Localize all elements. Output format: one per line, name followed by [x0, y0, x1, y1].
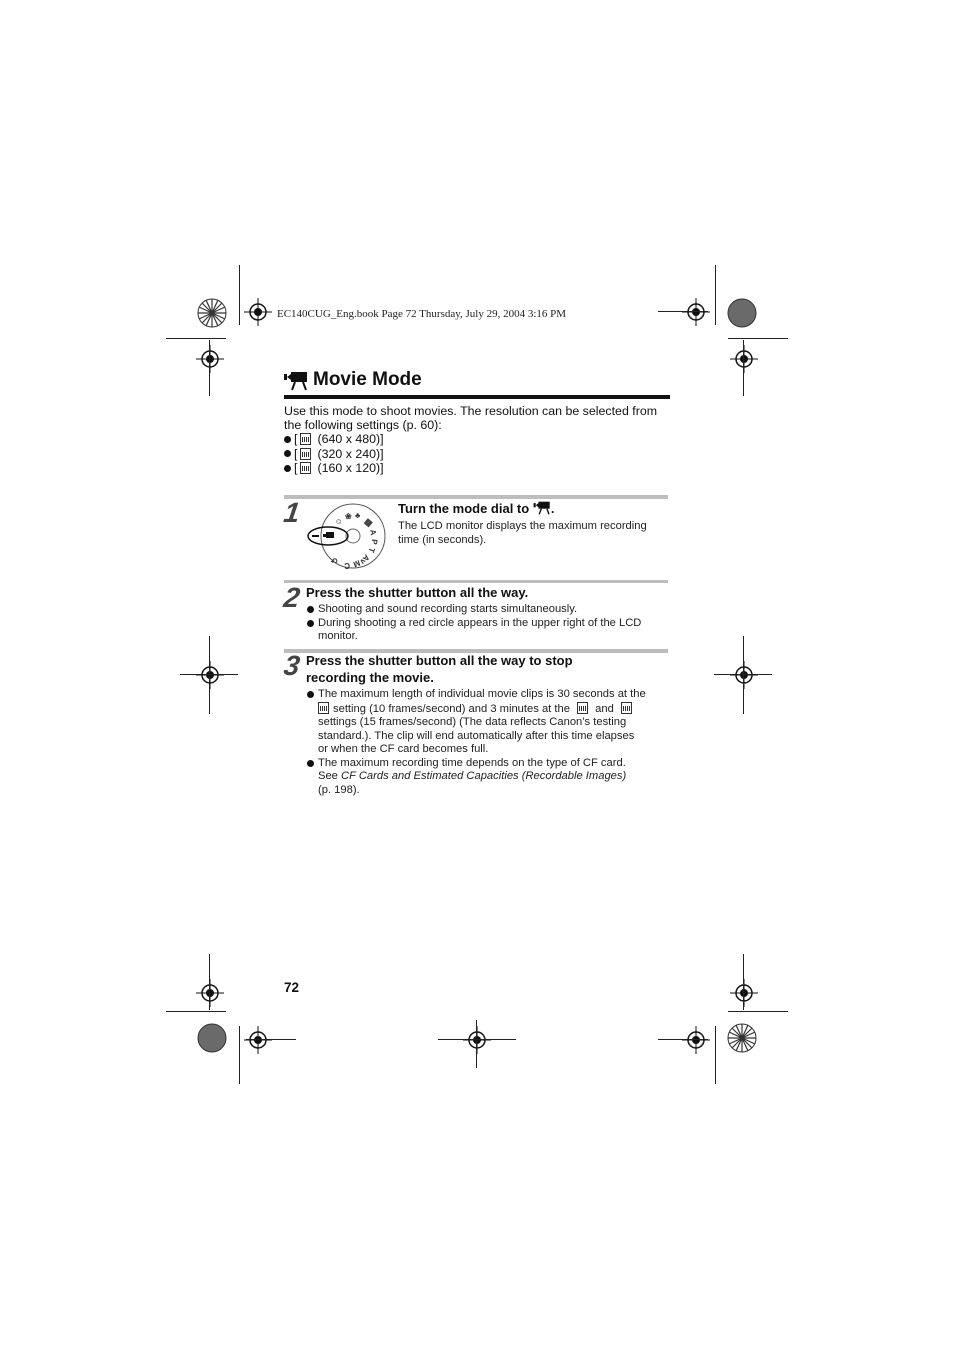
svg-text:❀: ❀ — [345, 512, 352, 521]
step-number: 2 — [281, 582, 302, 613]
svg-text:☺: ☺ — [332, 515, 345, 528]
step-number: 3 — [281, 650, 302, 681]
list-item: Shooting and sound recording starts simultaneously. — [307, 603, 669, 617]
mode-dial-illustration — [306, 502, 388, 575]
crop-line — [714, 674, 772, 675]
svg-text:▦: ▦ — [362, 516, 375, 529]
crop-line — [239, 265, 240, 325]
crosshair-mark — [196, 661, 224, 694]
intro-paragraph: Use this mode to shoot movies. The resolution can be selected from the following settings (p. 60): — [284, 404, 658, 433]
crop-line — [438, 1039, 516, 1040]
title-rule — [284, 395, 670, 399]
svg-text:↺: ↺ — [329, 554, 340, 567]
resolution-list — [284, 432, 384, 476]
page-number: 72 — [284, 980, 300, 995]
crop-line — [166, 338, 226, 339]
640-resolution-icon — [318, 702, 329, 714]
crosshair-mark — [196, 345, 224, 378]
step-rule — [284, 580, 668, 583]
bullet-icon — [284, 465, 291, 472]
svg-text:P: P — [369, 538, 379, 545]
step-rule — [284, 495, 668, 499]
crosshair-mark — [463, 1026, 491, 1059]
step-bullets — [307, 688, 671, 797]
crosshair-mark — [244, 298, 272, 331]
svg-text:♣: ♣ — [355, 511, 361, 520]
crop-line — [209, 636, 210, 714]
step-description: The LCD monitor displays the maximum recording time (in seconds). — [398, 520, 647, 546]
crop-line — [715, 1026, 716, 1084]
crop-line — [743, 340, 744, 396]
cross-reference-link[interactable]: CF Cards and Estimated Capacities (Recordable Images) — [341, 770, 627, 782]
160-resolution-icon — [300, 462, 311, 474]
bullet-icon — [284, 450, 291, 457]
320-resolution-icon — [577, 702, 588, 714]
crop-line — [476, 1020, 477, 1068]
page-title: Movie Mode — [313, 369, 422, 390]
crop-line — [715, 265, 716, 325]
crop-line — [728, 338, 788, 339]
svg-text:M: M — [352, 558, 362, 569]
svg-text:A: A — [368, 528, 378, 537]
crop-line — [658, 1039, 708, 1040]
320-resolution-icon — [300, 448, 311, 460]
step-heading: Press the shutter button all the way. — [306, 585, 529, 600]
list-item: [ (160 x 120)] — [284, 461, 384, 476]
crop-line — [743, 954, 744, 1010]
crop-line — [246, 1039, 296, 1040]
starburst-mark — [727, 1023, 757, 1058]
crosshair-mark — [730, 661, 758, 694]
640-resolution-icon — [300, 433, 311, 445]
solid-circle-mark — [727, 298, 757, 333]
movie-camera-icon — [284, 371, 308, 396]
list-item: The maximum length of individual movie clips is 30 seconds at the setting (10 frames/second) and 3 minutes at the and settings (15 frames/second) (The data reflects Canon’s testing standard.). The clip will end automatically after this time elapses or when the CF card becomes full. — [307, 688, 671, 757]
list-item: [ (640 x 480)] — [284, 432, 384, 447]
list-item: During shooting a red circle appears in the upper right of the LCD monitor. — [307, 617, 669, 644]
list-item: [ (320 x 240)] — [284, 447, 384, 462]
crop-line — [180, 674, 238, 675]
crop-line — [728, 1011, 788, 1012]
crop-line — [209, 340, 210, 396]
bullet-icon — [284, 436, 291, 443]
movie-camera-icon — [533, 501, 551, 520]
crop-line — [239, 1026, 240, 1084]
crop-line — [658, 311, 708, 312]
starburst-mark — [197, 298, 227, 333]
crop-line — [209, 954, 210, 1010]
crosshair-mark — [196, 979, 224, 1012]
crosshair-mark — [730, 345, 758, 378]
crosshair-mark — [730, 979, 758, 1012]
list-item: The maximum recording time depends on the type of CF card. See CF Cards and Estimated Capacities (Recordable Images) (p. 198). — [307, 757, 671, 798]
160-resolution-icon — [621, 702, 632, 714]
crosshair-mark — [244, 1026, 272, 1059]
svg-text:T: T — [366, 546, 377, 554]
svg-text:Av: Av — [358, 552, 372, 567]
step-bullets — [307, 603, 669, 644]
svg-text:C: C — [344, 561, 350, 570]
crop-line — [743, 636, 744, 714]
step-heading: Press the shutter button all the way to stop recording the movie. — [306, 653, 573, 685]
step-heading: Turn the mode dial to . — [398, 501, 554, 520]
solid-circle-mark — [197, 1023, 227, 1058]
file-header: EC140CUG_Eng.book Page 72 Thursday, July 29, 2004 3:16 PM — [277, 308, 567, 320]
crosshair-mark — [682, 1026, 710, 1059]
crop-line — [166, 1011, 226, 1012]
crosshair-mark — [682, 298, 710, 331]
step-number: 1 — [281, 497, 302, 528]
